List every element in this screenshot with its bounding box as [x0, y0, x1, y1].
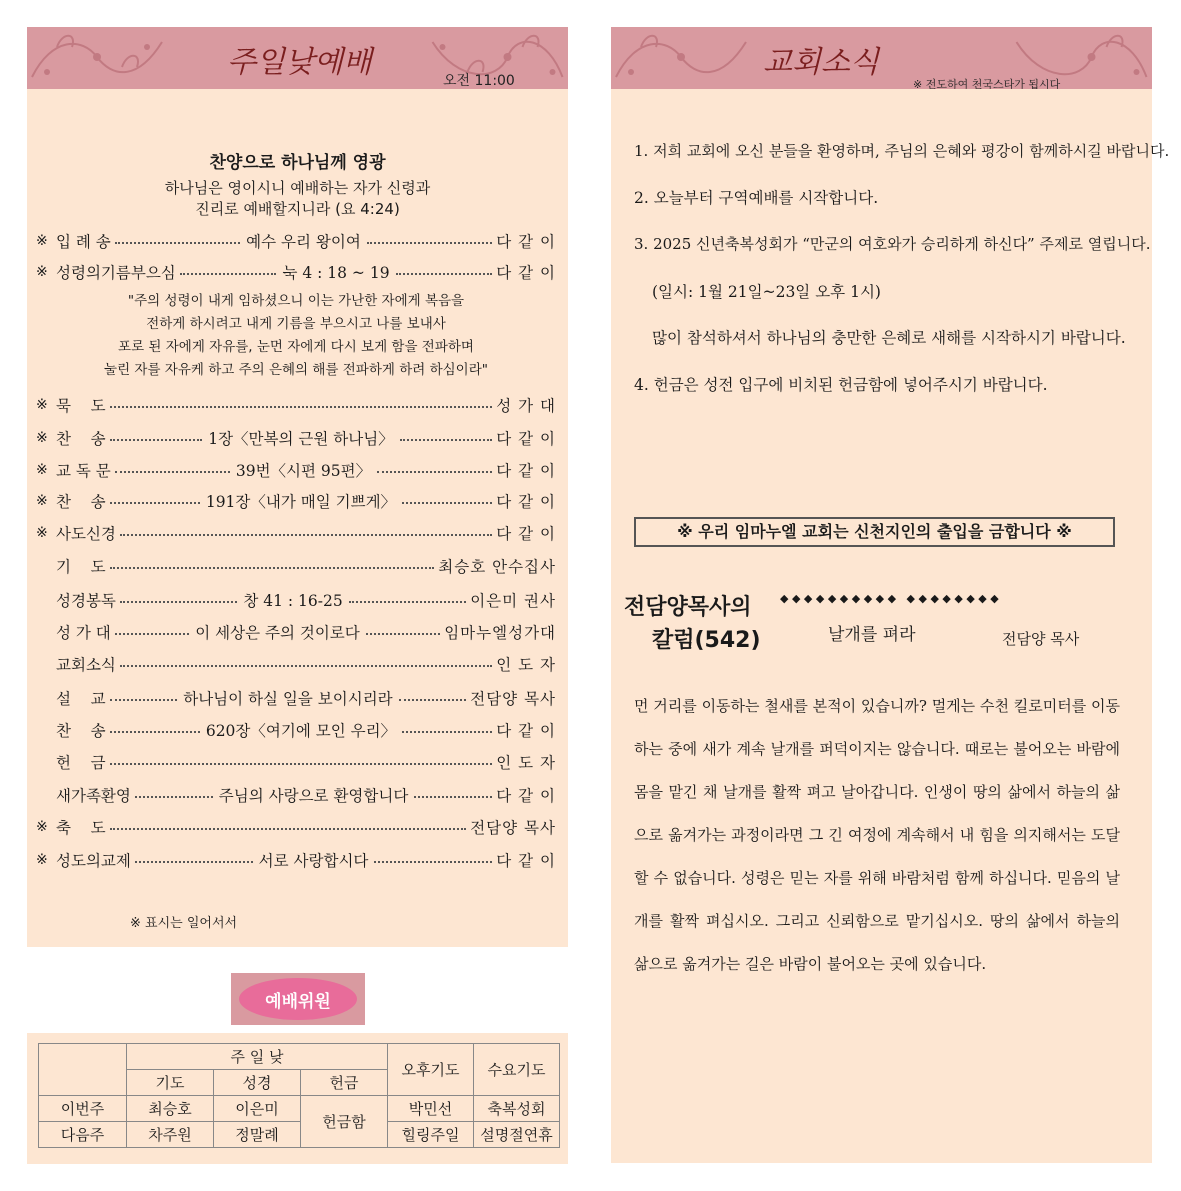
order-label: 헌 금 [56, 754, 106, 772]
order-leader: 다 같 이 [496, 525, 556, 543]
stand-mark: ※ [36, 233, 48, 249]
order-content: 39번〈시편 95편〉 [235, 462, 372, 480]
order-leader: 최승호 안수집사 [438, 558, 556, 576]
order-row [36, 426, 556, 450]
next-week-scripture: 정말례 [214, 1122, 301, 1148]
column-diamonds: ◆ ◆ ◆ ◆ ◆ ◆ ◆ ◆ ◆ ◆ ◆ ◆ ◆ ◆ ◆ ◆ ◆ ◆ [780, 592, 999, 605]
order-content: 620장〈여기에 모인 우리〉 [205, 722, 397, 740]
worship-heading: 찬양으로 하나님께 영광 [209, 153, 386, 173]
order-label: 성령의기름부으심 [56, 264, 176, 282]
order-row [36, 521, 556, 545]
stand-mark: ※ [36, 493, 48, 509]
dot-leader [110, 439, 203, 441]
head-wednesday: 수요기도 [474, 1044, 560, 1096]
floral-ornament-left [611, 27, 751, 89]
order-content: 주님의 사랑으로 환영합니다 [218, 787, 409, 805]
dot-leader [135, 861, 253, 863]
order-row [36, 652, 556, 676]
news-item: 2. 오늘부터 구역예배를 시작합니다. [634, 189, 879, 207]
dot-leader [374, 861, 492, 863]
staff-title-box [231, 973, 365, 1025]
order-label: 묵 도 [56, 397, 106, 415]
order-leader: 이은미 권사 [470, 592, 556, 610]
this-week-afternoon: 박민선 [388, 1096, 474, 1122]
news-item: 많이 참석하셔서 하나님의 충만한 은혜로 새해를 시작하시기 바랍니다. [652, 329, 1126, 347]
next-week-prayer: 차주원 [127, 1122, 214, 1148]
dot-leader [110, 763, 493, 765]
order-label: 축 도 [56, 819, 106, 837]
order-label: 새가족환영 [56, 787, 131, 805]
dot-leader [110, 502, 200, 504]
head-sunday: 주 일 낮 [127, 1044, 388, 1070]
order-content: 하나님이 하실 일을 보이시리라 [183, 690, 393, 708]
order-content: 눅 4 : 18 ~ 19 [282, 264, 390, 282]
order-leader: 다 같 이 [496, 430, 557, 448]
staff-table [38, 1043, 560, 1148]
dot-leader [120, 601, 237, 603]
order-row [36, 783, 556, 807]
order-leader: 다 같 이 [496, 233, 557, 251]
offering-cell: 헌금함 [301, 1096, 388, 1148]
order-leader: 인 도 자 [496, 754, 556, 772]
next-week-label: 다음주 [39, 1122, 127, 1148]
this-week-wednesday: 축복성회 [474, 1096, 560, 1122]
quote-line: "주의 성령이 내게 임하셨으니 이는 가난한 자에게 복음을 [127, 293, 465, 309]
right-banner [611, 27, 1152, 89]
order-content: 창 41 : 16-25 [243, 592, 343, 610]
dot-leader [110, 828, 467, 830]
footnote: ※ 표시는 일어서서 [130, 916, 238, 931]
dot-leader [115, 633, 189, 635]
dot-leader [115, 471, 230, 473]
order-label: 기 도 [56, 558, 106, 576]
order-label: 설 교 [56, 690, 106, 708]
news-title: 교회소식 [763, 45, 879, 80]
column-title-2: 칼럼(542) [652, 628, 761, 653]
this-week-scripture: 이은미 [214, 1096, 301, 1122]
stand-mark: ※ [36, 819, 48, 835]
dot-leader [180, 273, 277, 275]
dot-leader [396, 273, 493, 275]
this-week-prayer: 최승호 [127, 1096, 214, 1122]
stand-mark: ※ [36, 852, 48, 868]
order-leader: 다 같 이 [496, 493, 557, 511]
floral-ornament-left [27, 27, 167, 89]
stand-mark: ※ [36, 525, 48, 541]
quote-line: 눌린 자를 자유케 하고 주의 은혜의 해를 전파하게 하려 하심이라" [104, 362, 488, 378]
order-leader: 다 같 이 [496, 722, 557, 740]
dot-leader [377, 471, 492, 473]
staff-title: 예배위원 [239, 978, 357, 1020]
quote-line: 전하게 하시려고 내게 기름을 부으시고 나를 보내사 [146, 316, 446, 332]
news-item: (일시: 1월 21일~23일 오후 1시) [652, 283, 881, 301]
next-week-wednesday: 설명절연휴 [474, 1122, 560, 1148]
order-row [36, 393, 556, 417]
dot-leader [110, 406, 493, 408]
order-leader: 성 가 대 [496, 397, 556, 415]
head-offering: 헌금 [301, 1070, 388, 1096]
order-content: 이 세상은 주의 것이로다 [195, 624, 360, 642]
dot-leader [110, 567, 435, 569]
order-row [36, 489, 556, 513]
dot-leader [402, 731, 492, 733]
order-label: 찬 송 [56, 493, 106, 511]
dot-leader [402, 502, 492, 504]
this-week-label: 이번주 [39, 1096, 127, 1122]
order-label: 찬 송 [56, 430, 106, 448]
stand-mark: ※ [36, 462, 48, 478]
dot-leader [135, 796, 213, 798]
order-leader: 전담양 목사 [470, 819, 556, 837]
column-title-1: 전담양목사의 [624, 595, 752, 620]
corner-cell [39, 1044, 127, 1096]
dot-leader [120, 534, 492, 536]
dot-leader [399, 699, 467, 701]
order-label: 교 독 문 [56, 462, 111, 480]
dot-leader [115, 242, 240, 244]
order-leader: 전담양 목사 [470, 690, 557, 708]
order-row [36, 815, 556, 839]
dot-leader [367, 242, 492, 244]
head-prayer: 기도 [127, 1070, 214, 1096]
column-body: 먼 거리를 이동하는 철새를 본적이 있습니까? 멀게는 수천 킬로미터를 이동하는 중에 새가 계속 날개를 퍼덕이지는 않습니다. 때로는 불어오는 바람에 몸을 맡긴 채 날개를 활짝 펴고 날아갑니다. 인생이 땅의 삶에서 하늘의 삶으로 옮겨가는 과정이라면 그 긴 여정에 계속해서 내 힘을 의지해서는 도달할 수 없습니다. 성령은 믿는 자를 위해 바람처럼 함께 하십니다. 믿음의 날개를 활짝 펴십시오. 그리고 신뢰함으로 맡기십시오. 땅의 삶에서 하늘의 삶으로 옮겨가는 길은 바람이 불어오는 곳에 있습니다. [634, 697, 1120, 973]
order-row [36, 229, 556, 253]
order-row [36, 686, 556, 710]
verse-line-1: 하나님은 영이시니 예배하는 자가 신령과 [164, 179, 431, 197]
order-row [36, 260, 556, 284]
news-item: 3. 2025 신년축복성회가 “만군의 여호와가 승리하게 하신다” 주제로 열립니다. [634, 235, 1151, 253]
order-content: 서로 사랑합시다 [258, 852, 369, 870]
dot-leader [120, 665, 492, 667]
order-label: 성 가 대 [56, 624, 111, 642]
order-row [36, 718, 556, 742]
stand-mark: ※ [36, 264, 48, 280]
order-row [36, 848, 556, 872]
order-content: 191장〈내가 매일 기쁘게〉 [205, 493, 397, 511]
head-afternoon: 오후기도 [388, 1044, 474, 1096]
dot-leader [110, 731, 200, 733]
next-week-afternoon: 힐링주일 [388, 1122, 474, 1148]
dot-leader [349, 601, 466, 603]
stand-mark: ※ [36, 430, 48, 446]
service-time: 오전 11:00 [443, 73, 515, 89]
order-row [36, 588, 556, 612]
verse-line-2: 진리로 예배할지니라 (요 4:24) [195, 200, 400, 218]
head-scripture: 성경 [214, 1070, 301, 1096]
column-author: 전담양 목사 [1002, 630, 1080, 648]
left-banner [27, 27, 568, 89]
column-subtitle: 날개를 펴라 [828, 625, 916, 645]
news-item: 1. 저희 교회에 오신 분들을 환영하며, 주님의 은혜와 평강이 함께하시길 바랍니다. [634, 142, 1170, 160]
quote-line: 포로 된 자에게 자유를, 눈먼 자에게 다시 보게 함을 전파하며 [118, 339, 474, 355]
scripture-quote [36, 290, 556, 382]
order-label: 입 례 송 [56, 233, 111, 251]
service-title: 주일낮예배 [227, 45, 372, 80]
order-content: 예수 우리 왕이여 [246, 233, 361, 251]
order-row [36, 554, 556, 578]
news-item: 4. 헌금은 성전 입구에 비치된 헌금함에 넣어주시기 바랍니다. [634, 376, 1048, 394]
order-label: 성경봉독 [56, 592, 116, 610]
order-leader: 다 같 이 [496, 852, 556, 870]
order-label: 사도신경 [56, 525, 116, 543]
dot-leader [366, 633, 440, 635]
notice-box: ※ 우리 임마누엘 교회는 신천지인의 출입을 금합니다 ※ [634, 517, 1115, 547]
order-leader: 인 도 자 [496, 656, 556, 674]
dot-leader [414, 796, 492, 798]
order-label: 교회소식 [56, 656, 116, 674]
order-label: 찬 송 [56, 722, 106, 740]
order-row [36, 750, 556, 774]
order-leader: 다 같 이 [496, 462, 556, 480]
order-row [36, 458, 556, 482]
order-label: 성도의교제 [56, 852, 131, 870]
order-row [36, 620, 556, 644]
order-leader: 임마누엘성가대 [444, 624, 557, 642]
order-content: 1장〈만복의 근원 하나님〉 [208, 430, 394, 448]
motto: ※ 전도하여 천국스타가 됩시다 [913, 78, 1061, 89]
order-leader: 다 같 이 [496, 787, 556, 805]
stand-mark: ※ [36, 397, 48, 413]
dot-leader [400, 439, 493, 441]
dot-leader [110, 699, 178, 701]
order-leader: 다 같 이 [496, 264, 556, 282]
